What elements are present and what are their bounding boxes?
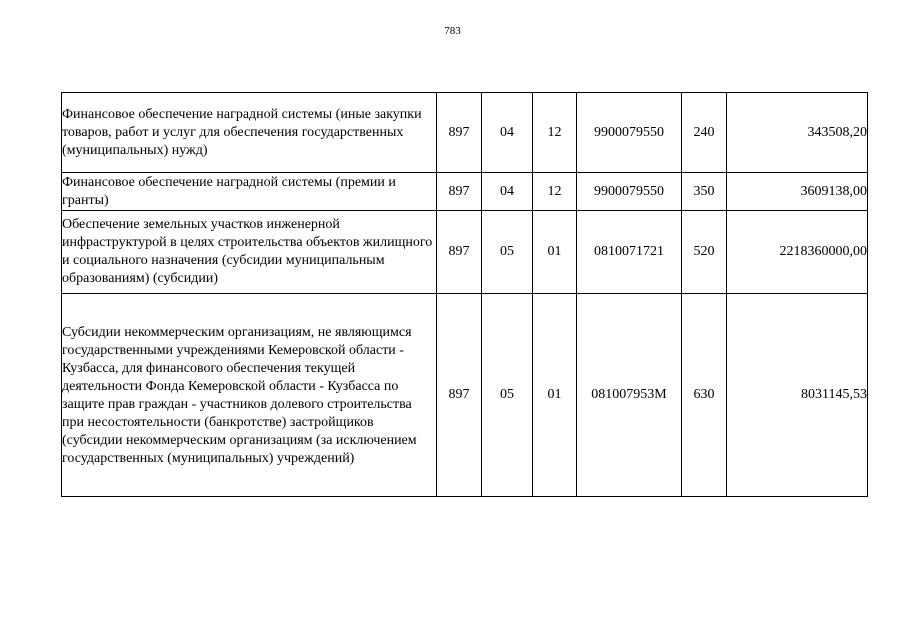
ministry-code-cell: 897 (437, 211, 482, 294)
table-row (62, 173, 868, 211)
ministry-code-cell: 897 (437, 173, 482, 211)
description-cell: Субсидии некоммерческим организациям, не являющимся государственными учреждениями Кемеровской области - Кузбасса, для финансового обеспечения текущей деятельности Фонда Кемеровской области - Кузбасса по защите прав граждан - участников долевого строительства при несостоятельности (банкротстве) застройщиков (субсидии некоммерческим организациям (за исключением государственных (муниципальных) учреждений) (62, 294, 437, 497)
table-row (62, 93, 868, 173)
section-code-cell: 04 (482, 173, 533, 211)
description-cell: Финансовое обеспечение наградной системы (премии и гранты) (62, 173, 437, 211)
ministry-code-cell: 897 (437, 93, 482, 173)
page-number: 783 (444, 25, 461, 37)
target-article-cell: 9900079550 (577, 93, 682, 173)
table-row (62, 294, 868, 497)
expense-type-cell: 240 (682, 93, 727, 173)
ministry-code-cell: 897 (437, 294, 482, 497)
expense-type-cell: 520 (682, 211, 727, 294)
expense-type-cell: 630 (682, 294, 727, 497)
subsection-code-cell: 12 (533, 173, 577, 211)
amount-cell: 2218360000,00 (727, 211, 868, 294)
budget-table (61, 92, 868, 497)
target-article-cell: 081007953М (577, 294, 682, 497)
subsection-code-cell: 01 (533, 294, 577, 497)
description-cell: Обеспечение земельных участков инженерной инфраструктурой в целях строительства объектов жилищного и социального назначения (субсидии муниципальным образованиям) (субсидии) (62, 211, 437, 294)
subsection-code-cell: 12 (533, 93, 577, 173)
subsection-code-cell: 01 (533, 211, 577, 294)
amount-cell: 3609138,00 (727, 173, 868, 211)
section-code-cell: 04 (482, 93, 533, 173)
target-article-cell: 9900079550 (577, 173, 682, 211)
target-article-cell: 0810071721 (577, 211, 682, 294)
description-cell: Финансовое обеспечение наградной системы (иные закупки товаров, работ и услуг для обеспечения государственных (муниципальных) нужд) (62, 93, 437, 173)
amount-cell: 8031145,53 (727, 294, 868, 497)
section-code-cell: 05 (482, 211, 533, 294)
table-row (62, 211, 868, 294)
amount-cell: 343508,20 (727, 93, 868, 173)
section-code-cell: 05 (482, 294, 533, 497)
expense-type-cell: 350 (682, 173, 727, 211)
